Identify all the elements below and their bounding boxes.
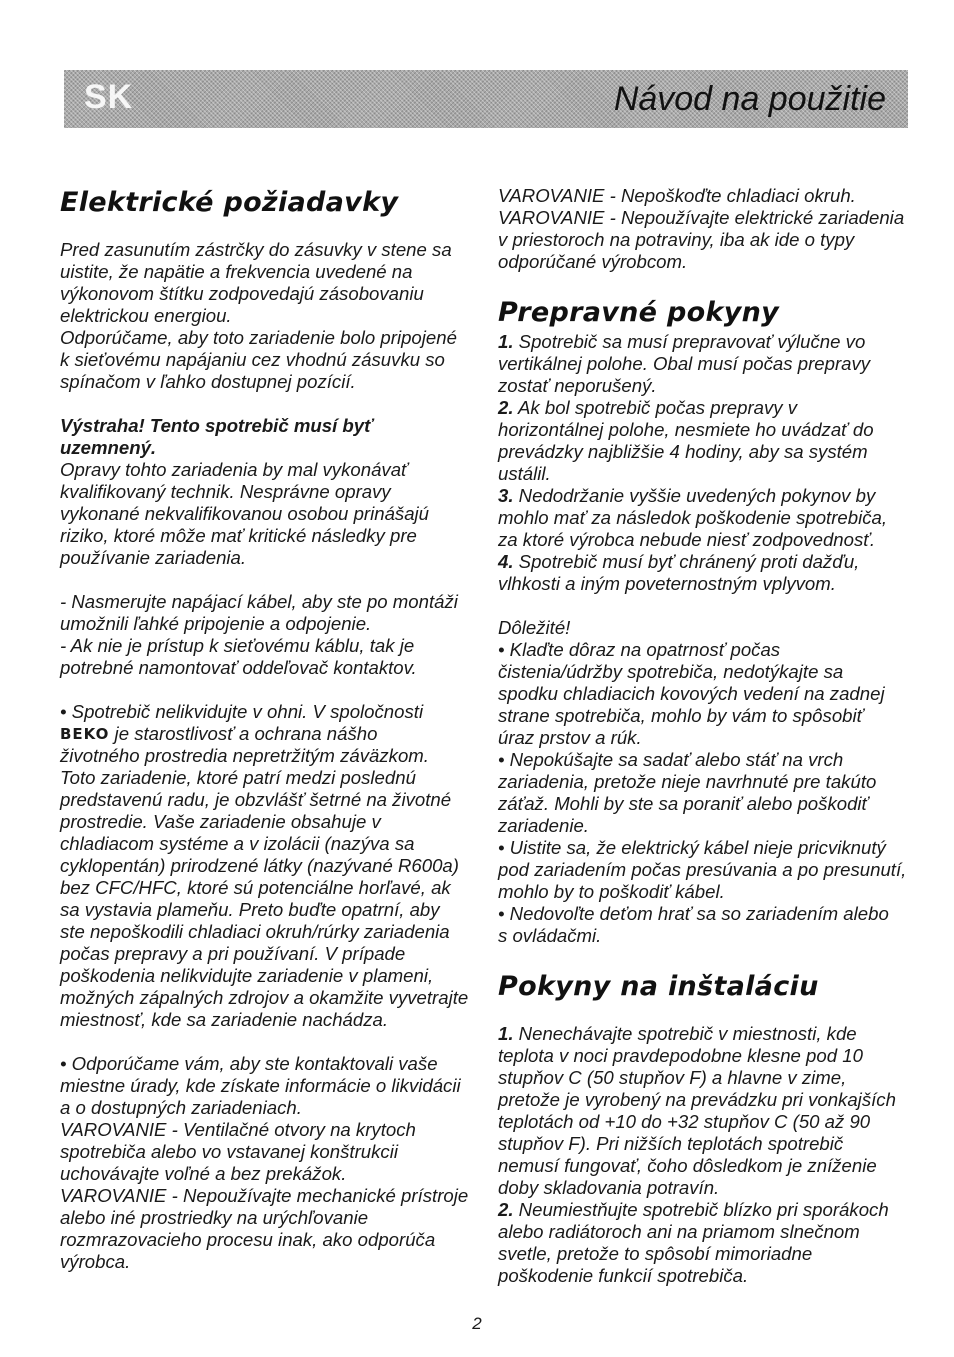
item-text: Ak bol spotrebič počas prepravy v horizontálnej polohe, nesmiete ho uvádzať do prevádzky najbližšie 4 hodiny, aby sa systém ustálil. <box>498 397 874 484</box>
warning-grounding: Výstraha! Tento spotrebič musí byť uzemnený. <box>60 415 374 458</box>
paragraph-voltage: Pred zasunutím zástrčky do zásuvky v stene sa uistite, že napätie a frekvencia uvedené na výkonovom štítku zodpovedajú zásobovaniu elektrickou energiou. Odporúčame, aby toto zariadenie bolo pripojené k sieťovému napájaniu cez vhodnú zásuvku so spínačom v ľahko dostupnej pozícií. <box>60 239 457 392</box>
paragraph-disposal-warnings: • Odporúčame vám, aby ste kontaktovali vaše miestne úrady, kde získate informácie o likvidácii a o dostupných zariadeniach. VAROVANIE - Ventilačné otvory na krytoch spotrebiča alebo vo vstavanej konštrukcii uchovávajte voľné a bez prekážok. VAROVANIE - Nepoužívajte mechanické prístroje alebo iné prostriedky na urýchľovanie rozmrazovacieho procesu inak, ako odporúča výrobca. <box>60 1053 469 1272</box>
item-number: 4. <box>498 551 514 572</box>
install-item-1 <box>498 1023 913 1199</box>
transport-item-2 <box>498 397 913 485</box>
page-number: 2 <box>472 1314 482 1333</box>
paragraph-environment <box>60 701 475 1031</box>
document-title: Návod na použitie <box>613 80 886 118</box>
heading-installation-instructions: Pokyny na inštaláciu <box>498 971 819 1002</box>
paragraph-circuit-warnings: VAROVANIE - Nepoškoďte chladiaci okruh. VAROVANIE - Nepoužívajte elektrické zariadenia v priestoroch na potraviny, iba ak ide o typy odporúčané výrobcom. <box>498 185 905 272</box>
env-text-a: • Spotrebič nelikvidujte v ohni. V spoločnosti <box>60 701 424 722</box>
transport-item-1 <box>498 331 913 397</box>
item-text: Spotrebič musí byť chránený proti dažďu, vlhkosti a iným poveternostným vplyvom. <box>498 551 860 594</box>
heading-transport-instructions: Prepravné pokyny <box>498 297 780 328</box>
item-text: Nenechávajte spotrebič v miestnosti, kde teplota v noci pravdepodobne klesne pod 10 stupňov C (50 stupňov F) a hlavne v zime, pretože je vyrobený na prevádzku pri vonkajších teplotách od +10 do +32 stupňov C (50 až 90 stupňov F). Pri nižších teplotách spotrebič nemusí fungovať, čoho dôsledkom je zníženie doby skladovania potravín. <box>498 1023 896 1198</box>
paragraph-cable: - Nasmerujte napájací kábel, aby ste po montáži umožnili ľahké pripojenie a odpojenie. - Ak nie je prístup k sieťovému káblu, tak je potrebné namontovať oddeľovač kontaktov. <box>60 591 458 678</box>
beko-logo: BEKO <box>60 725 110 743</box>
paragraph-repairs: Opravy tohto zariadenia by mal vykonávať kvalifikovaný technik. Nesprávne opravy vykonané nekvalifikovanou osobou prinášajú riziko, ktoré môže mať kritické následky pre používanie zariadenia. <box>60 459 430 568</box>
transport-item-3 <box>498 485 913 551</box>
item-number: 3. <box>498 485 514 506</box>
heading-electrical-requirements: Elektrické požiadavky <box>60 187 399 218</box>
header-bar <box>64 70 908 128</box>
install-item-2 <box>498 1199 913 1287</box>
item-number: 2. <box>498 1199 514 1220</box>
item-text: Neumiestňujte spotrebič blízko pri sporákoch alebo radiátoroch ani na priamom slnečnom svetle, pretože to spôsobí mimoriadne poškodenie funkcií spotrebiča. <box>498 1199 889 1286</box>
item-text: Spotrebič sa musí prepravovať výlučne vo vertikálnej polohe. Obal musí počas prepravy zostať neporušený. <box>498 331 871 396</box>
right-column <box>498 185 913 1287</box>
item-number: 2. <box>498 397 514 418</box>
item-number: 1. <box>498 1023 514 1044</box>
item-number: 1. <box>498 331 514 352</box>
language-code: SK <box>84 78 134 116</box>
item-text: Nedodržanie vyššie uvedených pokynov by mohlo mať za následok poškodenie spotrebiča, za ktoré výrobca nebude niesť zodpovednosť. <box>498 485 888 550</box>
left-column <box>60 185 475 1273</box>
paragraph-important: Dôležité! • Klaďte dôraz na opatrnosť počas čistenia/údržby spotrebiča, nedotýkajte sa spodku chladiacich kovových vedení na zadnej strane spotrebiča, mohlo by vám to spôsobiť úraz prstov a rúk. • Nepokúšajte sa sadať alebo stáť na vrch zariadenia, pretože nieje navrhnuté pre takúto záťaž. Mohli by ste sa poraniť alebo poškodiť zariadenie. • Uistite sa, že elektrický kábel nieje pricviknutý pod zariadením počas presúvania a po presunutí, mohlo by to poškodiť kábel. • Nedovoľte deťom hrať sa so zariadením alebo s ovládačmi. <box>498 617 907 946</box>
transport-item-4 <box>498 551 913 595</box>
env-text-b: je starostlivosť a ochrana nášho životného prostredia nepretržitým záväzkom. Toto zariadenie, ktoré patrí medzi poslednú predstavenú radu, je obzvlášť šetrné na životné prostredie. Vaše zariadenie obsahuje v chladiacom systéme a v izolácii (nazýva sa cyklopentán) prirodzené látky (nazývané R600a) bez CFC/HFC, ktoré sú potenciálne horľavé, ak sa vystavia plameňu. Preto buďte opatrní, aby ste nepoškodili chladiaci okruh/rúrky zariadenia počas prepravy a pri používaní. V prípade poškodenia nelikvidujte zariadenie v plameni, možných zápalných zdrojov a okamžite vyvetrajte miestnosť, kde sa zariadenie nachádza. <box>60 723 469 1030</box>
